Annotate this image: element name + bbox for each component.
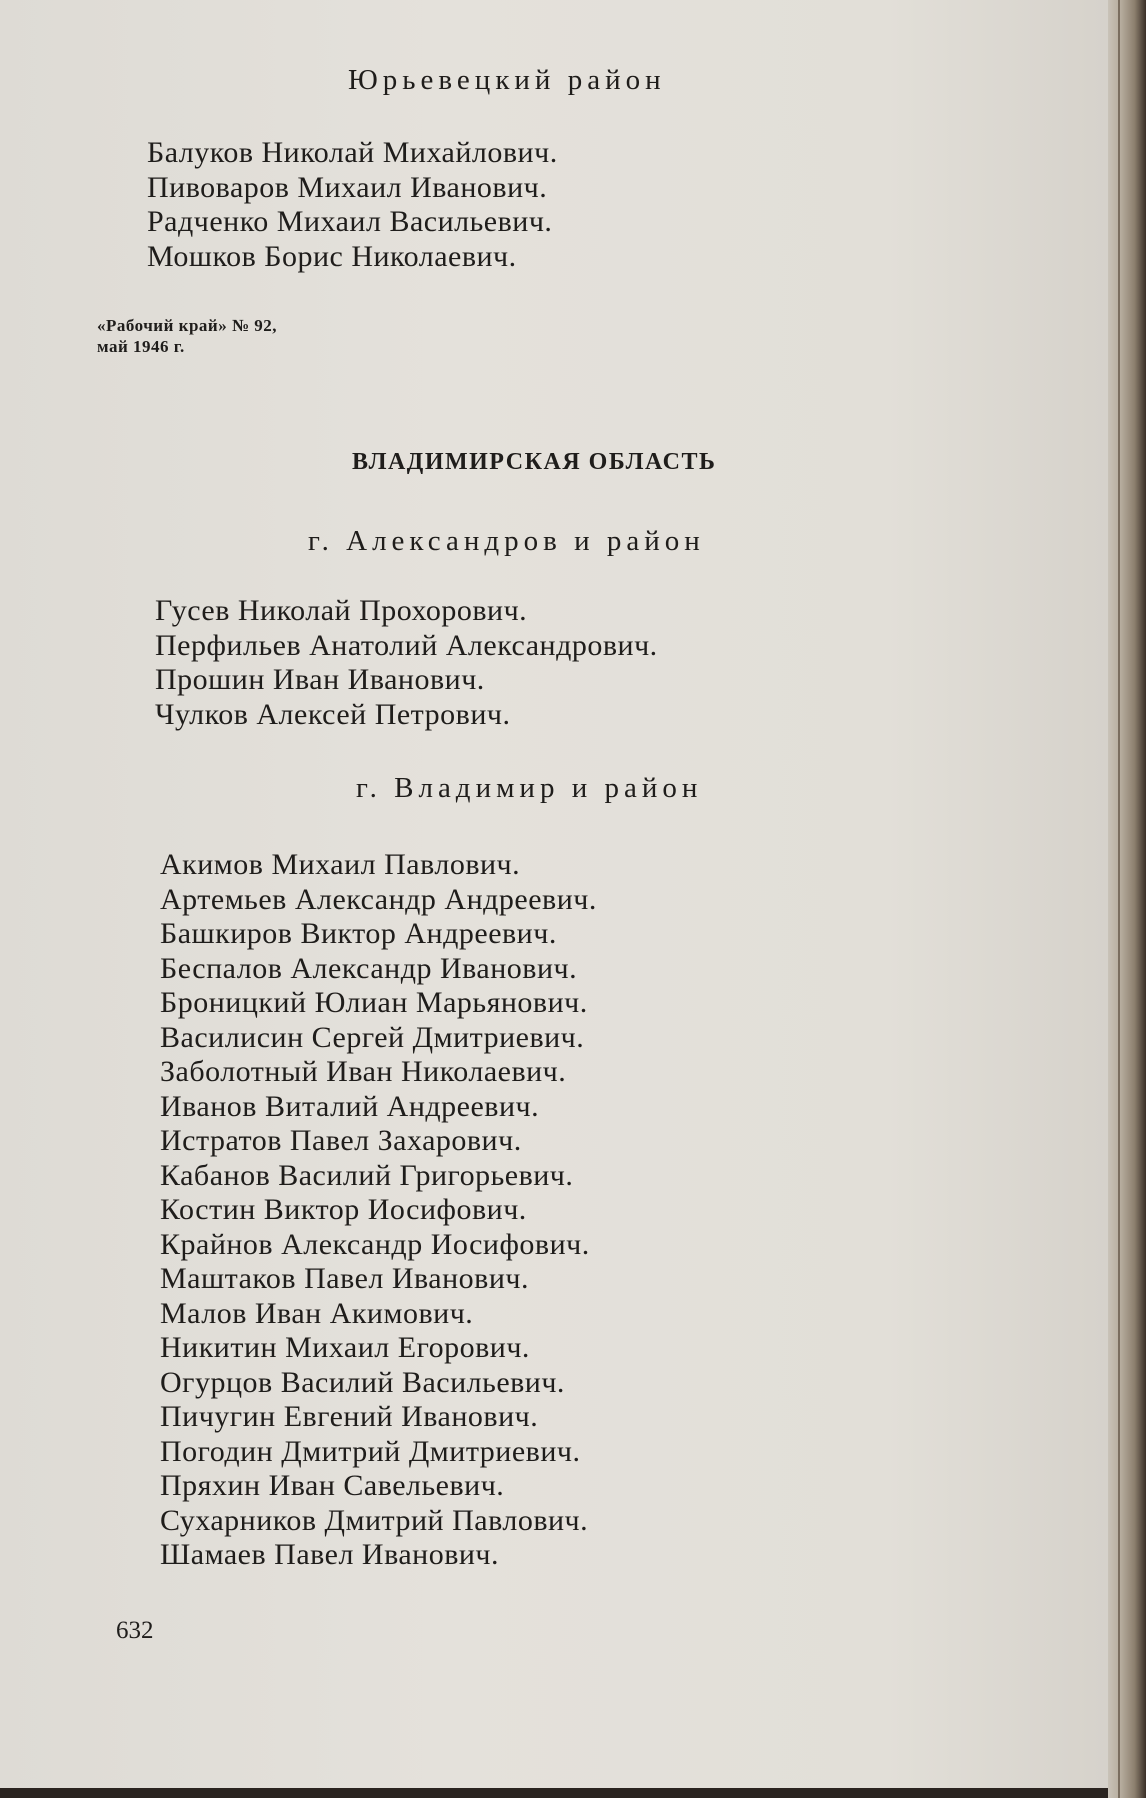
source-line: май 1946 г. [97,337,185,356]
source-citation [97,315,277,357]
list-item: Броницкий Юлиан Марьянович. [160,986,588,1019]
list-item: Заболотный Иван Николаевич. [160,1055,567,1088]
list-item: Балуков Николай Михайлович. [147,136,558,169]
vladimir-heading: г. Владимир и район [356,772,703,804]
list-item: Кабанов Василий Григорьевич. [160,1158,574,1192]
vladimir-name-list [160,848,597,1573]
list-item: Крайнов Александр Иосифович. [160,1227,590,1261]
list-item: Перфильев Анатолий Александрович. [155,628,658,662]
list-item: Башкиров Виктор Андреевич. [160,917,557,950]
list-item: Артемьев Александр Андреевич. [160,882,597,916]
list-item: Иванов Виталий Андреевич. [160,1089,540,1123]
list-item: Пивоваров Михаил Иванович. [147,170,548,204]
source-line: «Рабочий край» № 92, [97,316,278,335]
list-item: Маштаков Павел Иванович. [160,1262,529,1295]
book-edge [1108,0,1146,1798]
list-item: Беспалов Александр Иванович. [160,951,578,985]
list-item: Малов Иван Акимович. [160,1296,474,1330]
aleksandrov-name-list [155,594,658,732]
list-item: Акимов Михаил Павлович. [160,848,521,881]
list-item: Пряхин Иван Савельевич. [160,1469,505,1502]
list-item: Радченко Михаил Васильевич. [147,205,553,238]
list-item: Василисин Сергей Дмитриевич. [160,1020,585,1054]
list-item: Погодин Дмитрий Дмитриевич. [160,1434,581,1468]
list-item: Мошков Борис Николаевич. [147,239,517,273]
book-edge-line [1118,0,1120,1798]
list-item: Костин Виктор Иосифович. [160,1193,527,1226]
list-item: Истратов Павел Захарович. [160,1124,522,1157]
region-title: ВЛАДИМИРСКАЯ ОБЛАСТЬ [352,449,717,475]
list-item: Сухарников Дмитрий Павлович. [160,1503,589,1537]
list-item: Гусев Николай Прохорович. [155,594,528,627]
page-number: 632 [116,1617,154,1644]
list-item: Шамаев Павел Иванович. [160,1538,500,1571]
list-item: Пичугин Евгений Иванович. [160,1400,539,1433]
list-item: Огурцов Василий Васильевич. [160,1365,565,1399]
aleksandrov-heading: г. Александров и район [308,525,705,557]
list-item: Прошин Иван Иванович. [155,663,485,696]
yurievets-name-list [147,136,558,274]
list-item: Чулков Алексей Петрович. [155,697,511,731]
yurievets-heading: Юрьевецкий район [348,64,666,96]
list-item: Никитин Михаил Егорович. [160,1331,530,1364]
